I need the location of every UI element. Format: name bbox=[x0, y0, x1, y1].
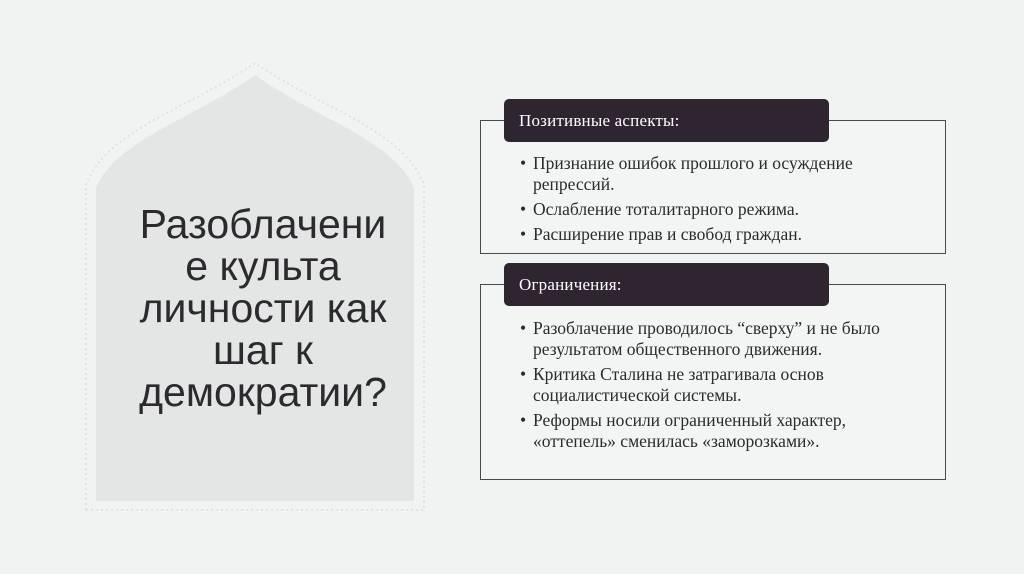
slide-title: Разоблачени е культа личности как шаг к демократии? bbox=[139, 201, 387, 415]
list-item: • Разоблачение проводилось “сверху” и не было результатом общественного движения. bbox=[481, 318, 945, 360]
list-item: • Расширение прав и свобод граждан. bbox=[481, 224, 945, 245]
limitations-list bbox=[481, 318, 945, 456]
list-item: • Критика Сталина не затрагивала основ социалистической системы. bbox=[481, 364, 945, 406]
positive-aspects-list bbox=[481, 153, 945, 249]
list-item: • Реформы носили ограниченный характер, «оттепель» сменилась «заморозками». bbox=[481, 410, 945, 452]
limitations-panel bbox=[480, 284, 946, 480]
limitations-header: Ограничения: bbox=[504, 263, 829, 306]
positive-aspects-header: Позитивные аспекты: bbox=[504, 99, 829, 142]
list-item: • Ослабление тоталитарного режима. bbox=[481, 199, 945, 220]
list-item: • Признание ошибок прошлого и осуждение репрессий. bbox=[481, 153, 945, 195]
